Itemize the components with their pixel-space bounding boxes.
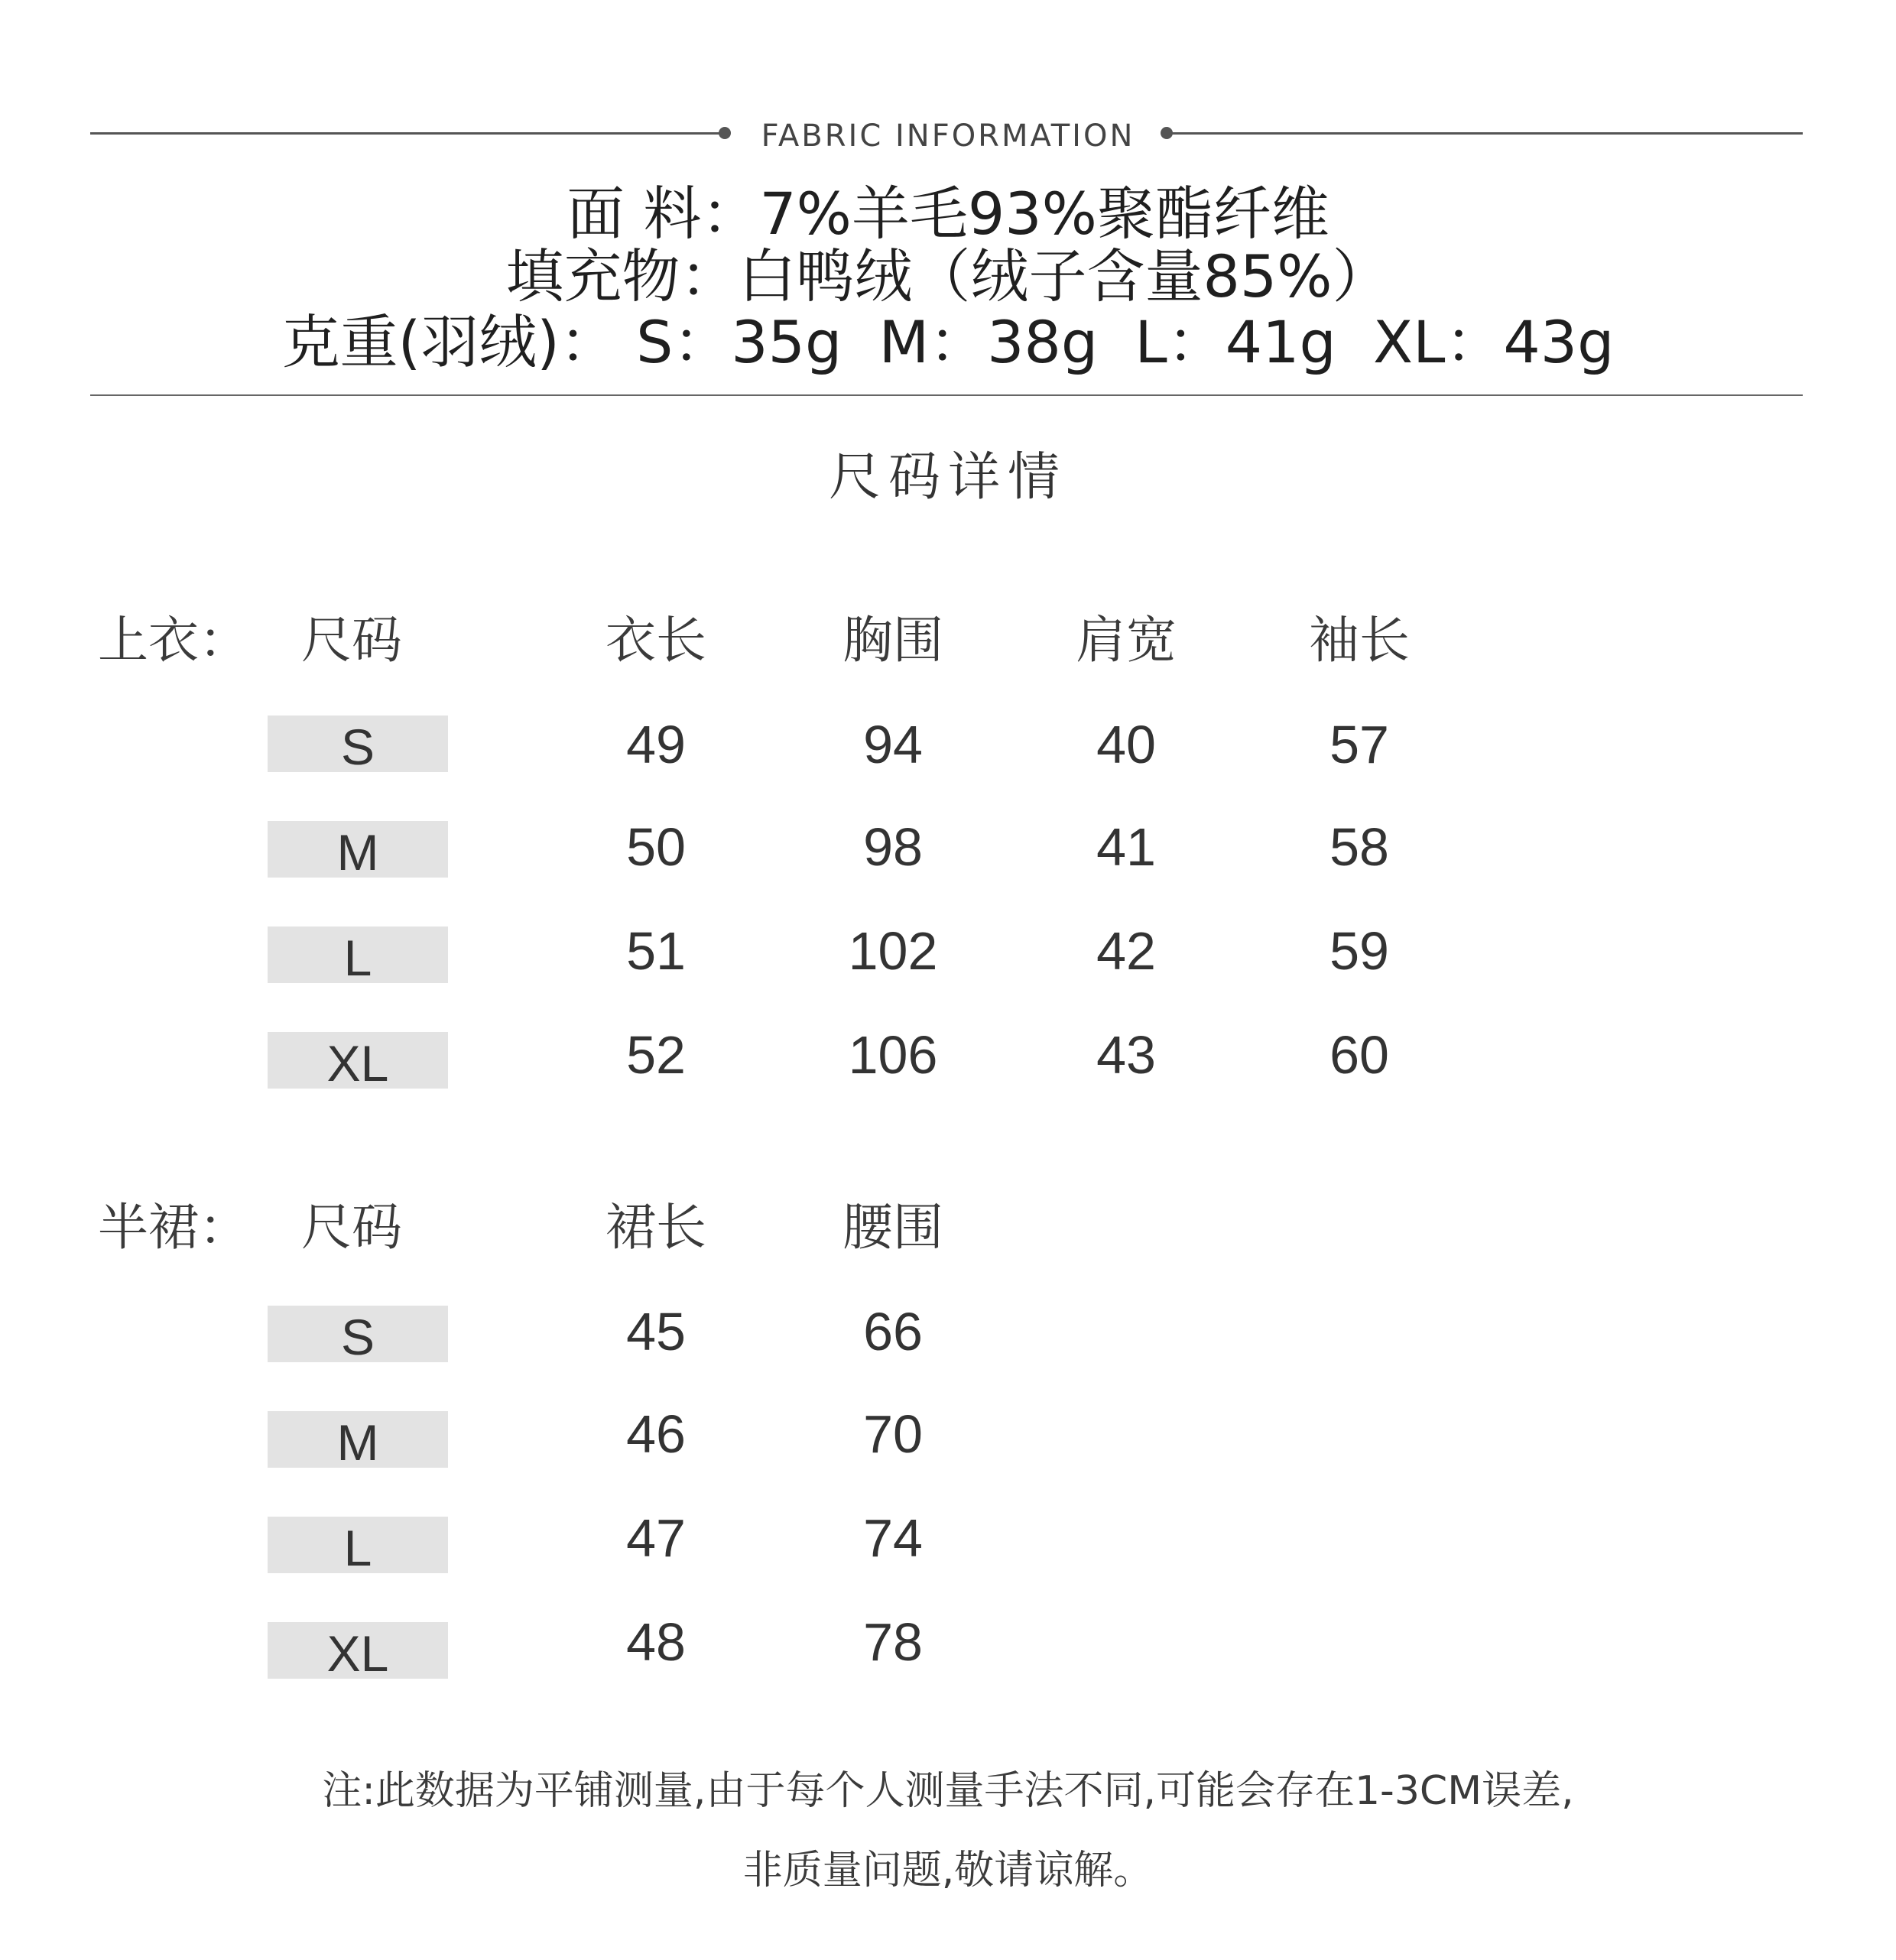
top-table-label: 上衣：: [98, 611, 249, 670]
top-cell: 57: [1329, 715, 1389, 774]
skirt-cell: 74: [863, 1508, 923, 1568]
top-cell: 58: [1329, 817, 1389, 877]
top-size-badge: XL: [268, 1032, 448, 1089]
skirt-cell: 48: [626, 1612, 686, 1672]
skirt-cell: 47: [626, 1508, 686, 1568]
top-cell: 102: [848, 921, 938, 981]
down-weight-line: 克重(羽绒)： S：35g M：38g L：41g XL：43g: [281, 308, 1615, 376]
skirt-size-badge: L: [268, 1517, 448, 1573]
header-right-rule: [1170, 132, 1803, 135]
top-cell: 106: [848, 1025, 938, 1085]
top-header-size: 尺码: [301, 611, 402, 670]
top-header-chest: 胸围: [842, 611, 943, 670]
size-details-title: 尺码详情: [828, 447, 1067, 508]
top-cell: 41: [1096, 817, 1156, 877]
skirt-size-badge: M: [268, 1411, 448, 1468]
skirt-cell: 45: [626, 1302, 686, 1361]
top-header-sleeve: 袖长: [1309, 611, 1410, 670]
skirt-header-waist: 腰围: [842, 1198, 943, 1257]
skirt-cell: 78: [863, 1612, 923, 1672]
skirt-table-label: 半裙：: [98, 1198, 249, 1257]
top-cell: 59: [1329, 921, 1389, 981]
top-cell: 52: [626, 1025, 686, 1085]
top-cell: 94: [863, 715, 923, 774]
top-cell: 50: [626, 817, 686, 877]
top-cell: 51: [626, 921, 686, 981]
skirt-header-length: 裙长: [605, 1198, 706, 1257]
skirt-cell: 70: [863, 1404, 923, 1464]
fabric-material-line: 面 料：7%羊毛93%聚酯纤维: [567, 180, 1329, 248]
skirt-header-size: 尺码: [301, 1198, 402, 1257]
skirt-cell: 46: [626, 1404, 686, 1464]
top-size-badge: L: [268, 926, 448, 983]
header-left-rule: [90, 132, 725, 135]
top-size-badge: M: [268, 821, 448, 878]
top-header-shoulder: 肩宽: [1076, 611, 1177, 670]
skirt-size-badge: XL: [268, 1622, 448, 1679]
skirt-size-badge: S: [268, 1306, 448, 1362]
filling-line: 填充物：白鸭绒（绒子含量85%）: [505, 242, 1391, 310]
top-cell: 98: [863, 817, 923, 877]
skirt-cell: 66: [863, 1302, 923, 1361]
top-cell: 60: [1329, 1025, 1389, 1085]
top-cell: 49: [626, 715, 686, 774]
fabric-information-title: FABRIC INFORMATION: [761, 118, 1135, 154]
top-header-length: 衣长: [605, 611, 706, 670]
top-size-badge: S: [268, 716, 448, 772]
top-cell: 40: [1096, 715, 1156, 774]
top-cell: 42: [1096, 921, 1156, 981]
measurement-note-line-2: 非质量问题,敬请谅解。: [742, 1848, 1154, 1893]
header-left-dot: [719, 127, 731, 139]
measurement-note-line-1: 注:此数据为平铺测量,由于每个人测量手法不同,可能会存在1-3CM误差,: [322, 1768, 1574, 1814]
header-bottom-rule: [90, 394, 1803, 396]
top-cell: 43: [1096, 1025, 1156, 1085]
